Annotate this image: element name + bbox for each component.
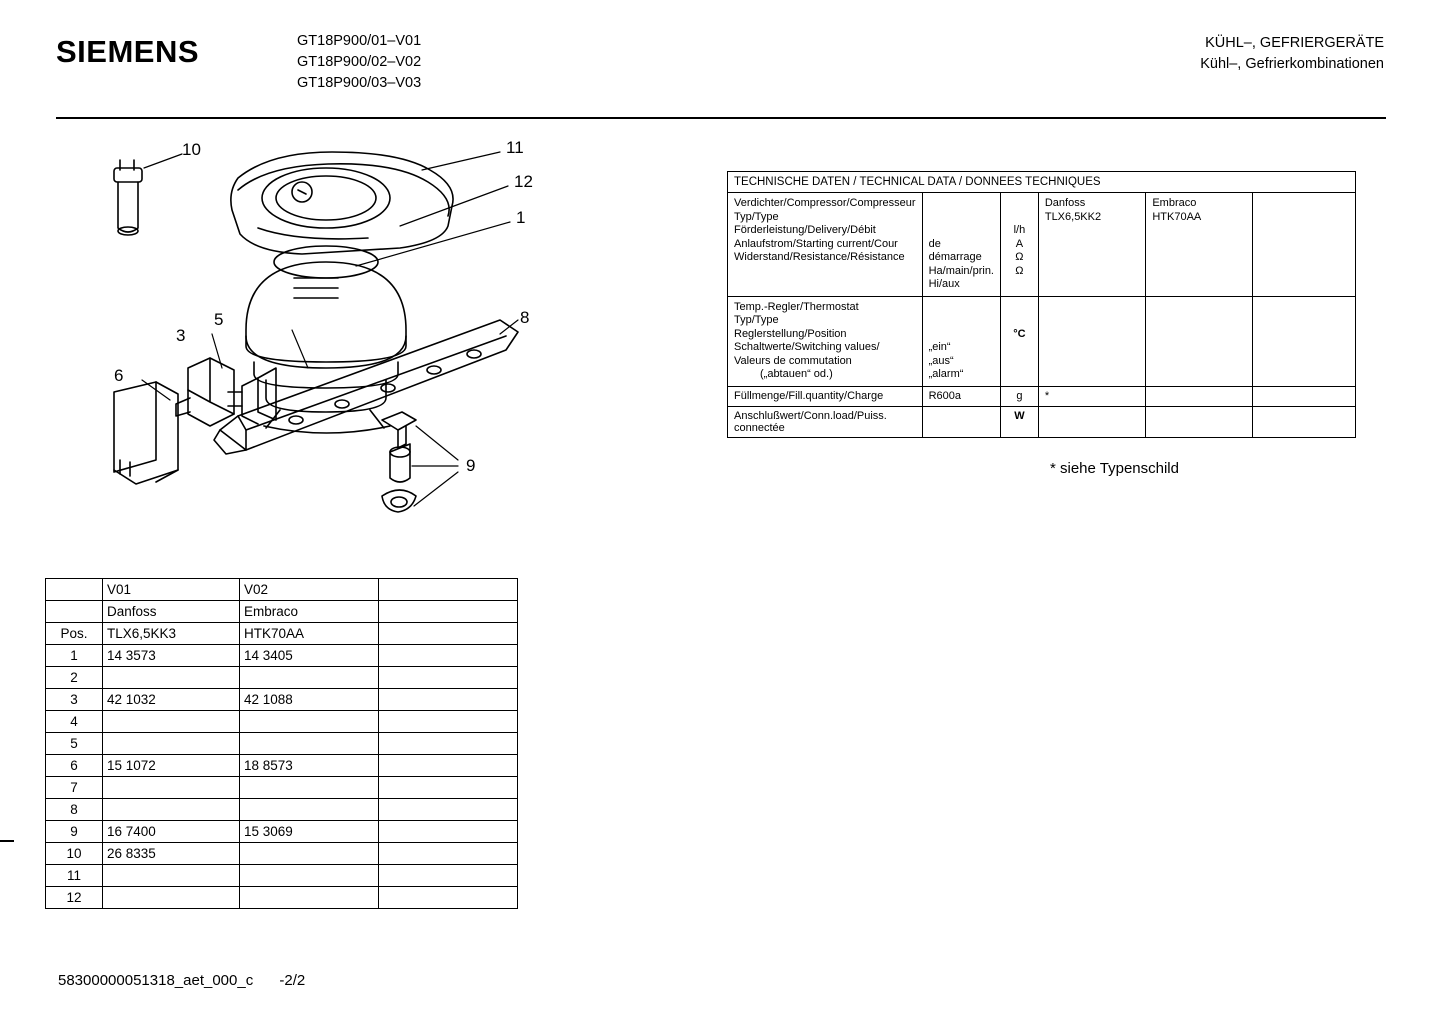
row-pos: 6 xyxy=(46,755,103,777)
row-part-a xyxy=(103,711,240,733)
table-row xyxy=(46,689,518,711)
row-part-a xyxy=(103,887,240,909)
fill-quantity-variant-1: * xyxy=(1038,386,1145,407)
tech-fill-quantity-row xyxy=(728,386,1356,407)
compressor-variant-3 xyxy=(1253,193,1356,297)
row-pos: 1 xyxy=(46,645,103,667)
row-part-c xyxy=(379,755,518,777)
tech-line: Widerstand/Resistance/Résistance xyxy=(734,251,905,263)
row-part-a xyxy=(103,865,240,887)
variant-type: HTK70AA xyxy=(1152,210,1202,223)
parts-brand-c xyxy=(379,601,518,623)
callout-11: 11 xyxy=(506,138,524,157)
callout-12: 12 xyxy=(514,172,533,191)
row-part-b xyxy=(240,799,379,821)
row-part-c xyxy=(379,799,518,821)
tech-line: Typ/Type xyxy=(734,210,779,223)
row-part-c xyxy=(379,821,518,843)
tech-unit: Ω xyxy=(1015,264,1024,277)
row-pos: 3 xyxy=(46,689,103,711)
row-part-a: 15 1072 xyxy=(103,755,240,777)
fill-quantity-value: R600a xyxy=(922,386,1000,407)
row-part-a xyxy=(103,799,240,821)
row-part-b xyxy=(240,733,379,755)
page-edge-mark xyxy=(0,840,14,842)
row-pos: 4 xyxy=(46,711,103,733)
connected-load-variant-1 xyxy=(1038,407,1145,438)
row-pos: 9 xyxy=(46,821,103,843)
row-part-b: 14 3405 xyxy=(240,645,379,667)
row-part-c xyxy=(379,733,518,755)
table-row xyxy=(46,645,518,667)
table-row xyxy=(46,711,518,733)
row-pos: 10 xyxy=(46,843,103,865)
row-part-a: 42 1032 xyxy=(103,689,240,711)
technical-data-table xyxy=(727,171,1356,438)
fill-quantity-variant-3 xyxy=(1253,386,1356,407)
fill-quantity-label: Füllmenge/Fill.quantity/Charge xyxy=(728,386,923,407)
callout-9: 9 xyxy=(466,456,476,475)
row-part-a: 16 7400 xyxy=(103,821,240,843)
row-part-c xyxy=(379,777,518,799)
callout-3: 3 xyxy=(176,326,186,345)
document-id: 58300000051318_aet_000_c xyxy=(58,972,254,989)
table-row xyxy=(46,887,518,909)
tech-subvalue: Hi/aux xyxy=(928,278,960,290)
callout-6: 6 xyxy=(114,366,124,385)
model-number: GT18P900/03–V03 xyxy=(297,75,422,91)
row-part-a: 14 3573 xyxy=(103,645,240,667)
tech-subvalue: de démarrage xyxy=(928,237,982,263)
parts-header-version-b: V02 xyxy=(240,579,379,601)
tech-unit: l/h xyxy=(1013,224,1026,236)
compressor-variant-2 xyxy=(1146,193,1253,297)
row-part-c xyxy=(379,887,518,909)
table-row xyxy=(46,821,518,843)
callout-1: 1 xyxy=(516,208,526,227)
parts-header-version-a: V01 xyxy=(103,579,240,601)
model-number: GT18P900/02–V02 xyxy=(297,54,422,70)
parts-brand-a: Danfoss xyxy=(103,601,240,623)
drawing-svg xyxy=(70,130,670,550)
row-pos: 8 xyxy=(46,799,103,821)
row-part-c xyxy=(379,645,518,667)
row-part-c xyxy=(379,689,518,711)
connected-load-variant-2 xyxy=(1146,407,1253,438)
table-row xyxy=(46,733,518,755)
parts-type-c xyxy=(379,623,518,645)
footer xyxy=(58,972,305,989)
thermostat-unit xyxy=(1001,296,1039,386)
row-part-b xyxy=(240,777,379,799)
row-part-b: 15 3069 xyxy=(240,821,379,843)
tech-thermostat-row xyxy=(728,296,1356,386)
thermostat-variant-3 xyxy=(1253,296,1356,386)
typeplate-footnote: * siehe Typenschild xyxy=(1050,460,1179,477)
row-part-a xyxy=(103,733,240,755)
parts-type-a: TLX6,5KK3 xyxy=(103,623,240,645)
thermostat-subvalues xyxy=(922,296,1000,386)
thermostat-variant-2 xyxy=(1146,296,1253,386)
parts-header-pos xyxy=(46,579,103,601)
tech-line: Anlaufstrom/Starting current/Cour xyxy=(734,237,898,250)
row-part-a xyxy=(103,777,240,799)
tech-line: Reglerstellung/Position xyxy=(734,327,847,340)
category-line-1: KÜHL–, GEFRIERGERÄTE xyxy=(1205,35,1384,51)
parts-header-row xyxy=(46,601,518,623)
row-part-b xyxy=(240,865,379,887)
table-row xyxy=(46,865,518,887)
row-part-a xyxy=(103,667,240,689)
parts-pos-label: Pos. xyxy=(46,623,103,645)
callout-8: 8 xyxy=(520,308,530,327)
thermostat-labels xyxy=(728,296,923,386)
tech-subvalue: „aus“ xyxy=(928,354,954,367)
connected-load-unit: W xyxy=(1001,407,1039,438)
connected-load-value xyxy=(922,407,1000,438)
parts-type-b: HTK70AA xyxy=(240,623,379,645)
tech-subvalue: Ha/main/prin. xyxy=(928,264,994,277)
callout-5: 5 xyxy=(214,310,224,329)
parts-brand-pos xyxy=(46,601,103,623)
tech-line: Valeurs de commutation xyxy=(734,354,852,367)
document-category xyxy=(1200,33,1384,75)
parts-brand-b: Embraco xyxy=(240,601,379,623)
thermostat-variant-1 xyxy=(1038,296,1145,386)
exploded-parts-drawing xyxy=(70,130,670,550)
row-pos: 7 xyxy=(46,777,103,799)
row-part-c xyxy=(379,865,518,887)
row-part-a: 26 8335 xyxy=(103,843,240,865)
tech-unit: °C xyxy=(1013,327,1026,340)
row-pos: 12 xyxy=(46,887,103,909)
tech-title-row xyxy=(728,172,1356,193)
tech-subvalue: „alarm“ xyxy=(928,368,964,380)
variant-brand: Danfoss xyxy=(1044,197,1086,209)
table-row xyxy=(46,843,518,865)
header-divider xyxy=(56,117,1386,119)
row-part-b xyxy=(240,711,379,733)
variant-brand: Embraco xyxy=(1152,197,1197,209)
page-number: -2/2 xyxy=(279,972,306,989)
row-part-b: 18 8573 xyxy=(240,755,379,777)
tech-line: Förderleistung/Delivery/Débit xyxy=(734,224,876,236)
compressor-variant-1 xyxy=(1038,193,1145,297)
table-row xyxy=(46,755,518,777)
table-row xyxy=(46,777,518,799)
callout-10: 10 xyxy=(182,140,201,159)
tech-table-title: TECHNISCHE DATEN / TECHNICAL DATA / DONNEES TECHNIQUES xyxy=(728,172,1356,193)
connected-load-variant-3 xyxy=(1253,407,1356,438)
tech-unit: Ω xyxy=(1015,251,1024,263)
connected-load-label: Anschlußwert/Conn.load/Puiss. connectée xyxy=(728,407,923,438)
fill-quantity-unit: g xyxy=(1001,386,1039,407)
tech-unit: A xyxy=(1015,237,1024,250)
table-row xyxy=(46,799,518,821)
row-part-b xyxy=(240,843,379,865)
row-part-b xyxy=(240,887,379,909)
row-part-c xyxy=(379,711,518,733)
tech-line: Verdichter/Compressor/Compresseur xyxy=(734,197,916,209)
row-part-b: 42 1088 xyxy=(240,689,379,711)
row-part-c xyxy=(379,843,518,865)
table-row xyxy=(46,667,518,689)
tech-line: („abtauen“ od.) xyxy=(760,368,833,380)
compressor-labels xyxy=(728,193,923,297)
parts-header-version-c xyxy=(379,579,518,601)
tech-line: Temp.-Regler/Thermostat xyxy=(734,300,859,313)
row-pos: 2 xyxy=(46,667,103,689)
variant-type: TLX6,5KK2 xyxy=(1044,210,1102,223)
tech-subvalue: „ein“ xyxy=(928,341,951,353)
parts-header-row xyxy=(46,579,518,601)
row-pos: 5 xyxy=(46,733,103,755)
parts-header-row xyxy=(46,623,518,645)
siemens-logo: SIEMENS xyxy=(56,34,200,69)
tech-line: Schaltwerte/Switching values/ xyxy=(734,341,880,353)
tech-compressor-row xyxy=(728,193,1356,297)
tech-connected-load-row xyxy=(728,407,1356,438)
model-number: GT18P900/01–V01 xyxy=(297,33,422,49)
row-pos: 11 xyxy=(46,865,103,887)
model-number-list xyxy=(297,31,421,94)
row-part-b xyxy=(240,667,379,689)
fill-quantity-variant-2 xyxy=(1146,386,1253,407)
parts-number-table xyxy=(45,578,518,909)
compressor-subvalues xyxy=(922,193,1000,297)
category-line-2: Kühl–, Gefrierkombinationen xyxy=(1200,56,1384,72)
row-part-c xyxy=(379,667,518,689)
tech-line: Typ/Type xyxy=(734,314,779,326)
compressor-units xyxy=(1001,193,1039,297)
